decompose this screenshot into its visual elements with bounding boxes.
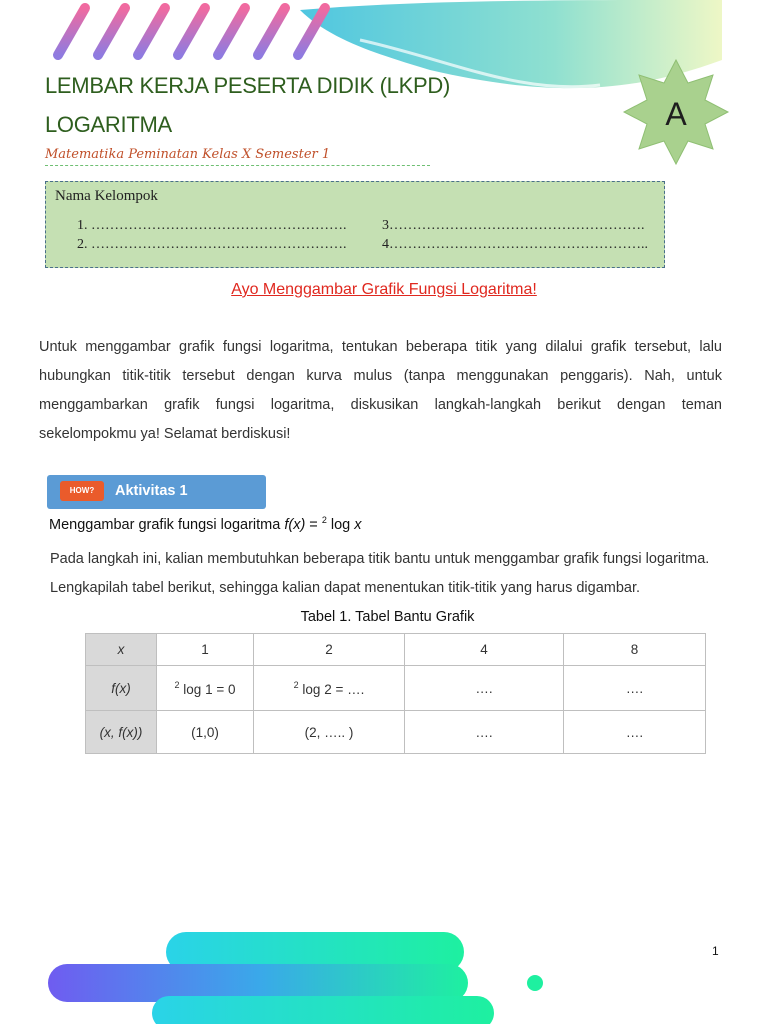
- helper-table: [85, 633, 706, 754]
- activity-label: Aktivitas 1: [115, 483, 188, 499]
- activity-heading-fx: f(x): [284, 517, 306, 533]
- activity-heading: [49, 515, 362, 533]
- group-member-line-3[interactable]: 3……………………………………………….: [382, 218, 645, 233]
- log-base: 2: [174, 679, 180, 690]
- how-icon: HOW?: [60, 481, 104, 501]
- fx-value: log 1 = 0: [183, 681, 236, 697]
- activity-heading-log: log: [326, 517, 355, 533]
- table-caption: Tabel 1. Tabel Bantu Grafik: [300, 609, 475, 625]
- group-label: Nama Kelompok: [55, 188, 158, 204]
- group-member-line-1[interactable]: 1. ……………………………………………….: [77, 218, 347, 233]
- x-value-cell: 8: [564, 634, 706, 666]
- group-member-line-4[interactable]: 4………………………………………………..: [382, 237, 648, 252]
- x-value-cell: 1: [157, 634, 254, 666]
- page-number: 1: [712, 944, 719, 958]
- fx-value-cell[interactable]: ….: [405, 666, 564, 711]
- badge-letter: A: [665, 96, 687, 132]
- document-title: LEMBAR KERJA PESERTA DIDIK (LKPD): [45, 73, 450, 98]
- activity-heading-eq: =: [305, 517, 322, 533]
- document-subtitle: Matematika Peminatan Kelas X Semester 1: [45, 147, 430, 166]
- row-header-fx: f(x): [86, 666, 157, 711]
- row-header-point: (x, f(x)): [86, 711, 157, 754]
- document-topic: LOGARITMA: [45, 112, 172, 137]
- group-name-box: [45, 181, 665, 268]
- activity-instructions: Pada langkah ini, kalian membutuhkan beberapa titik bantu untuk menggambar grafik fungsi logaritma. Lengkapilah tabel berikut, sehingga kalian dapat menentukan titik-titik yang harus digambar.: [50, 551, 710, 596]
- intro-paragraph: Untuk menggambar grafik fungsi logaritma, tentukan beberapa titik yang dilalui grafik tersebut, lalu hubungkan titik-titik tersebut dengan kurva mulus (tanpa menggunakan penggaris). Nah, untuk menggambarkan grafik fungsi logaritma, diskusikan langkah-langkah berikut dengan teman sekelompokmu ya! Selamat berdiskusi!: [39, 339, 722, 442]
- point-value-cell: (1,0): [157, 711, 254, 754]
- activity-heading-prefix: Menggambar grafik fungsi logaritma: [49, 517, 285, 533]
- x-value-cell: 2: [254, 634, 405, 666]
- fx-value-cell[interactable]: [254, 666, 405, 711]
- point-value-cell[interactable]: ….: [564, 711, 706, 754]
- activity-heading-var: x: [354, 517, 362, 533]
- fx-value-cell: [157, 666, 254, 711]
- fx-value-cell[interactable]: ….: [564, 666, 706, 711]
- footer-decoration: [0, 920, 768, 1024]
- activity-heading-base: 2: [321, 515, 327, 525]
- section-title: Ayo Menggambar Grafik Fungsi Logaritma!: [231, 281, 537, 298]
- fx-value: log 2 = ….: [302, 681, 365, 697]
- point-value-cell[interactable]: (2, ….. ): [254, 711, 405, 754]
- point-value-cell[interactable]: ….: [405, 711, 564, 754]
- x-value-cell: 4: [405, 634, 564, 666]
- row-header-x: x: [86, 634, 157, 666]
- log-base: 2: [293, 679, 299, 690]
- group-member-line-2[interactable]: 2. ……………………………………………….: [77, 237, 347, 252]
